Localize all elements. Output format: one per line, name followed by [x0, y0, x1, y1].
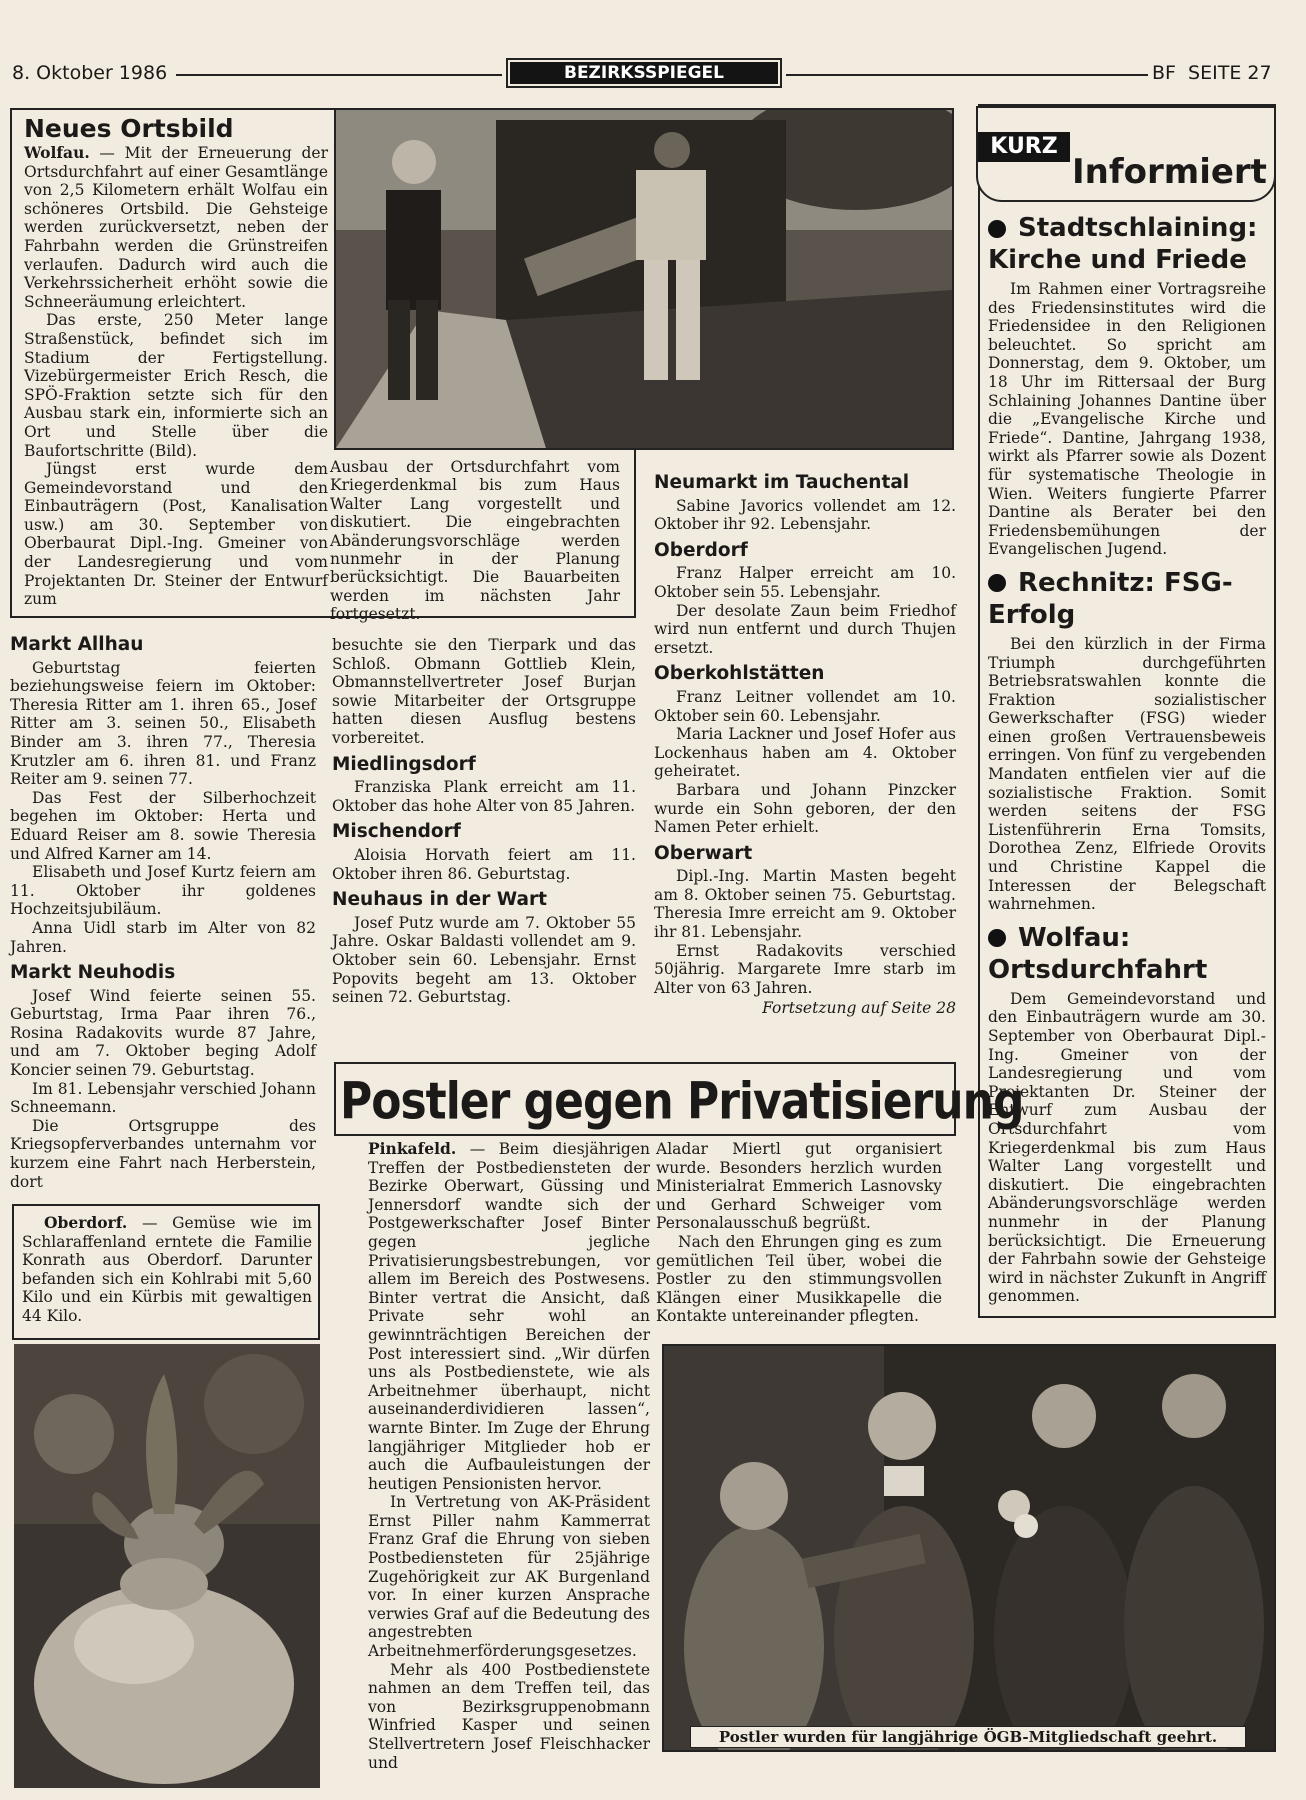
postler-p3: Mehr als 400 Postbedienstete nahmen an dem Treffen teil, das von Bezirksgruppenobmann Winfried Kasper und seinen Stellvertretern Josef Fleischhacker und	[368, 1660, 650, 1772]
col3-p6: Barbara und Johann Pinzcker wurde ein Sohn geboren, der den Namen Peter erhielt.	[654, 780, 956, 837]
ortsbild-p1: — Mit der Erneuerung der Ortsdurchfahrt auf einer Gesamtlänge von 2,5 Kilometern erhält Wolfau ein schöneres Ortsbild. Die Gehsteige werden zurückversetzt, neben der Fahrbahn werden die Grünstreifen verlaufen. Dadurch wird auch die Verkehrssicherheit erhöht sowie die Schneeräumung erleichtert.	[24, 144, 328, 311]
postler-place: Pinkafeld.	[368, 1139, 457, 1158]
oberdorf-place: Oberdorf.	[44, 1213, 128, 1232]
ortsbild-caption: Ausbau der Ortsdurchfahrt vom Kriegerdenkmal bis zum Haus Walter Lang vorgestellt und diskutiert. Die eingebrachten Abänderungsvorschläge werden nunmehr in der Planung berücksichtigt. Die Bauarbeiten werden im nächsten Jahr fortgesetzt.	[330, 458, 620, 624]
heading-miedlingsdorf: Miedlingsdorf	[332, 753, 476, 775]
column-1	[10, 628, 316, 1191]
col3-p8: Ernst Radakovits verschied 50jährig. Margarete Imre starb im Alter von 63 Jahren.	[654, 941, 956, 997]
kurz-items	[988, 212, 1266, 1306]
section-label: BEZIRKSSPIEGEL	[510, 62, 778, 84]
col2-p3: Aloisia Horvath feiert am 11. Oktober ihren 86. Geburtstag.	[332, 845, 636, 883]
informiert-label: Informiert	[1072, 152, 1267, 192]
ceremony-photo	[662, 1344, 1276, 1752]
col3-p3: Der desolate Zaun beim Friedhof wird nun entfernt und durch Thujen ersetzt.	[654, 601, 956, 657]
header-rule-right	[786, 74, 1148, 76]
postler-col-2	[656, 1140, 942, 1326]
postler-p5: Nach den Ehrungen ging es zum gemütlichen Teil über, wobei die Postler zu den stimmungsvollen Klängen einer Musikkapelle die Kontakte untereinander pflegten.	[656, 1232, 942, 1326]
col1-p1: Geburtstag feierten beziehungsweise feiern im Oktober: Theresia Ritter am 1. ihren 65., Josef Ritter am 3. seinen 50., Elisabeth Binder am 3. ihren 77., Theresia Krutzler am 6. ihren 81. und Franz Reiter am 9. seinen 77.	[10, 658, 316, 789]
kurz-item-1-text: Im Rahmen einer Vortragsreihe des Friedensinstitutes wird die Friedensidee in den Religionen beleuchtet. So spricht am Donnerstag, dem 9. Oktober, um 18 Uhr im Rittersaal der Burg Schlaining Johannes Dantine über die „Evangelische Kirche und Friede“. Dantine, Jahrgang 1938, wirkt als Pfarrer sowie als Dozent für systematische Theologie in Wien. Weiters fungierte Pfarrer Dantine als Berater bei den Friedensbemühungen der Evangelischen Jugend.	[988, 280, 1266, 559]
heading-oberwart: Oberwart	[654, 842, 753, 864]
kurz-item-3-text: Dem Gemeindevorstand und den Einbauträgern wurde am 30. September von Oberbaurat Dipl.-Ing. Gmeiner von der Landesregierung und vom Projektanten Dr. Steiner der Entwurf zum Ausbau der Ortsdurchfahrt vom Kriegerdenkmal bis zum Haus Walter Lang vorgestellt und diskutiert. Die eingebrachten Abänderungsvorschläge werden nunmehr in der Planung berücksichtigt. Die Erneuerung der Fahrbahn sowie der Gehsteige wird in nächster Zukunft in Angriff genommen.	[988, 989, 1266, 1306]
col1-p6: Im 81. Lebensjahr verschied Johann Schneemann.	[10, 1079, 316, 1117]
col1-p2: Das Fest der Silberhochzeit begehen im Oktober: Herta und Eduard Reiser am 8. sowie Theresia und Alfred Karner am 14.	[10, 788, 316, 863]
section-label-frame	[506, 58, 782, 88]
bullet-icon	[988, 574, 1006, 592]
col1-p4: Anna Uidl starb im Alter von 82 Jahren.	[10, 918, 316, 956]
postler-title: Postler gegen Privatisierung	[340, 1072, 1024, 1132]
column-3	[654, 470, 956, 1018]
ortsbild-p2: Das erste, 250 Meter lange Straßenstück, befindet sich im Stadium der Fertigstellung. Vizebürgermeister Erich Resch, die SPÖ-Fraktion setzte sich für den Ausbau stark ein, informierte sich an Ort und Stelle über die Baufortschritte (Bild).	[24, 311, 328, 460]
col2-p2: Franziska Plank erreicht am 11. Oktober das hohe Alter von 85 Jahren.	[332, 778, 636, 815]
bullet-icon	[988, 929, 1006, 947]
header-rule-left	[176, 74, 502, 76]
col3-p7: Dipl.-Ing. Martin Masten begeht am 8. Oktober seinen 75. Geburtstag. Theresia Imre erreicht am 9. Oktober ihr 81. Lebensjahr.	[654, 867, 956, 942]
col3-p4: Franz Leitner vollendet am 10. Oktober sein 60. Lebensjahr.	[654, 687, 956, 725]
kurz-item-1-title: Stadtschlaining: Kirche und Friede	[988, 213, 1258, 275]
col2-p4: Josef Putz wurde am 7. Oktober 55 Jahre. Oskar Baldasti vollendet am 9. Oktober sein 60. Lebensjahr. Ernst Popovits begeht am 13. Oktober seinen 72. Geburtstag.	[332, 913, 636, 1007]
kurz-item-2-text: Bei den kürzlich in der Firma Triumph durchgeführten Betriebsratswahlen konnte die Fraktion sozialistischer Gewerkschafter (FSG) wieder einen großen Vertrauensbeweis erringen. Von fünf zu vergebenden Mandaten entfielen vier auf die sozialistische Fraktion. Somit werden seitens der FSG Listenführerin Erna Tomsits, Dorothea Zenz, Elfriede Orovits und Christine Kappel die Interessen der Belegschaft wahrnehmen.	[988, 634, 1266, 914]
ortsbild-place: Wolfau.	[24, 143, 90, 162]
col1-p7: Die Ortsgruppe des Kriegsopferverbandes unternahm vor kurzem eine Fahrt nach Herberstein, dort	[10, 1116, 316, 1191]
postler-p4: Aladar Miertl gut organisiert wurde. Besonders herzlich wurden Ministerialrat Emmerich Lasnovsky und Gerhard Schweiger vom Personalausschuß begrüßt.	[656, 1140, 942, 1233]
heading-markt-neuhodis: Markt Neuhodis	[10, 962, 176, 984]
continuation-note: Fortsetzung auf Seite 28	[762, 999, 956, 1018]
col1-p3: Elisabeth und Josef Kurtz feiern am 11. Oktober ihr goldenes Hochzeitsjubiläum.	[10, 863, 316, 919]
road-construction-photo	[334, 108, 954, 450]
kurz-label: KURZ	[978, 132, 1070, 162]
vegetable-photo	[14, 1344, 320, 1788]
page-number: BF SEITE 27	[1152, 62, 1272, 84]
issue-date: 8. Oktober 1986	[12, 62, 168, 84]
heading-neuhaus: Neuhaus in der Wart	[332, 889, 547, 911]
bullet-icon	[988, 220, 1006, 238]
kurz-informiert-banner	[976, 106, 1276, 202]
heading-neumarkt: Neumarkt im Tauchental	[654, 472, 910, 493]
heading-oberkohlstaetten: Oberkohlstätten	[654, 663, 825, 685]
ceremony-caption: Postler wurden für langjährige ÖGB-Mitgliedschaft geehrt.	[690, 1726, 1246, 1748]
col1-p5: Josef Wind feierte seinen 55. Geburtstag, Irma Paar ihren 76., Rosina Radakovits wurde 87 Jahre, und am 7. Oktober beging Adolf Koncier seinen 79. Geburtstag.	[10, 986, 316, 1080]
kurz-item-3-title: Wolfau: Ortsdurchfahrt	[988, 922, 1208, 985]
col2-p1: besuchte sie den Tierpark und das Schloß. Obmann Gottlieb Klein, Obmannstellvertreter Josef Burjan sowie Mitarbeiter der Ortsgruppe hatten diesen Ausflug bestens vorbereitet.	[332, 636, 636, 747]
ortsbild-title: Neues Ortsbild	[24, 114, 234, 143]
heading-oberdorf: Oberdorf	[654, 539, 748, 561]
postler-p2: In Vertretung von AK-Präsident Ernst Piller nahm Kammerrat Franz Graf die Ehrung von sieben Postbediensteten für 25jährige Zugehörigkeit zur AK Burgenland vor. In einer kurzen Ansprache verwies Graf auf die Bedeutung des angestrebten Arbeitnehmerförderungsgesetzes.	[368, 1493, 650, 1661]
ortsbild-article	[24, 114, 328, 609]
col3-p5: Maria Lackner und Josef Hofer aus Lockenhaus haben am 4. Oktober geheiratet.	[654, 725, 956, 781]
column-2	[332, 636, 636, 1007]
ortsbild-p3: Jüngst erst wurde dem Gemeindevorstand und den Einbauträgern (Post, Kanalisation usw.) am 30. September von Oberbaurat Dipl.-Ing. Gmeiner von der Landesregierung und vom Projektanten Dr. Steiner der Entwurf zum	[24, 460, 328, 609]
oberdorf-text: Oberdorf. — Gemüse wie im Schlaraffenland erntete die Familie Konrath aus Oberdorf. Darunter befanden sich ein Kohlrabi mit 5,60 Kilo und ein Kürbis mit gewaltigen 44 Kilo.	[22, 1213, 312, 1325]
col3-p2: Franz Halper erreicht am 10. Oktober sein 55. Lebensjahr.	[654, 564, 956, 601]
col3-p1: Sabine Javorics vollendet am 12. Oktober ihr 92. Lebensjahr.	[654, 496, 956, 534]
postler-col-1: Pinkafeld. — Beim diesjährigen Treffen der Postbediensteten der Bezirke Oberwart, Güssing und Jennersdorf wandte sich der Postgewerkschafter Josef Binter gegen jegliche Privatisierungsbestrebungen, vor allem im Bereich des Postwesens. Binter vertrat die Ansicht, daß Private sehr wohl an gewinnträchtigen Bereichen der Post interessiert sind. „Wir dürfen uns als Postbedienstete, wie als Arbeitnehmer überhaupt, nicht auseinanderdividieren lassen“, warnte Binter. Im Zuge der Ehrung langjähriger Mitglieder hob er auch die Aufbauleistungen der heutigen Pensionisten hervor. In Vertretung von AK-Präsident Ernst Piller nahm Kammerrat Franz Graf die Ehrung von sieben Postbediensteten für 25jährige Zugehörigkeit zur AK Burgenland vor. In einer kurzen Ansprache verwies Graf auf die Bedeutung des angestrebten Arbeitnehmerförderungsgesetzes. Mehr als 400 Postbedienstete nahmen an dem Treffen teil, das von Bezirksgruppenobmann Winfried Kasper und seinen Stellvertretern Josef Fleischhacker und	[368, 1139, 650, 1772]
heading-mischendorf: Mischendorf	[332, 821, 461, 843]
heading-markt-allhau: Markt Allhau	[10, 634, 144, 655]
kurz-item-2-title: Rechnitz: FSG-Erfolg	[988, 567, 1233, 630]
